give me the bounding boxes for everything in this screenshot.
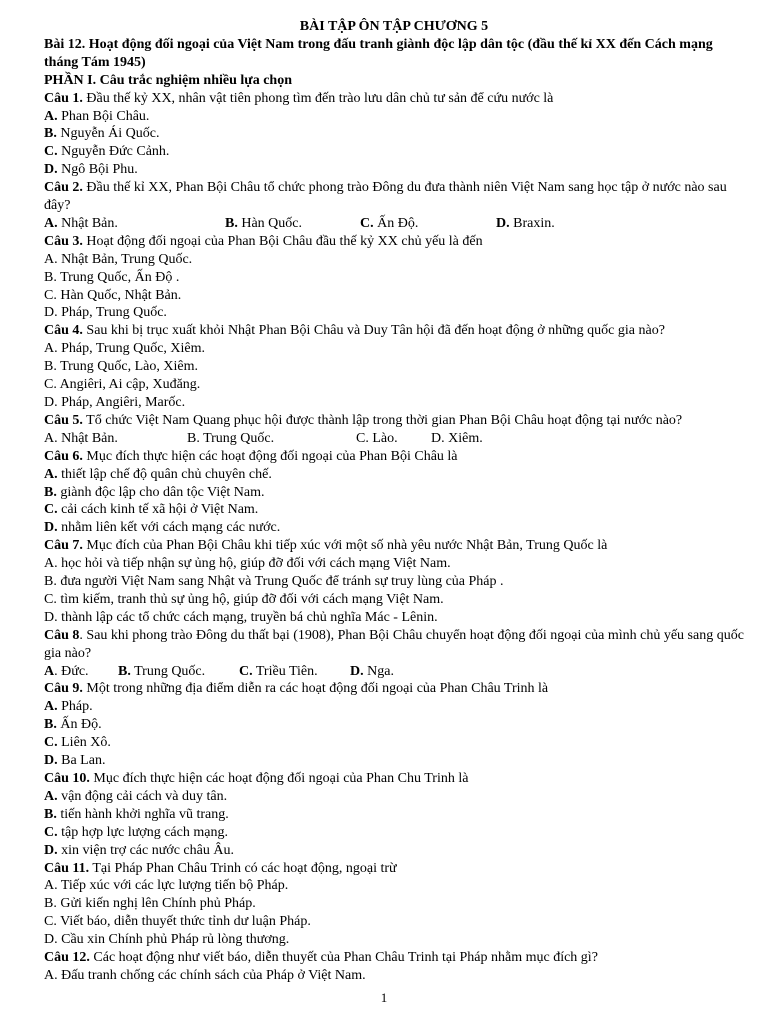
question-text: Đầu thế kỉ XX, Phan Bội Châu tổ chức phong trào Đông du đưa thành niên Việt Nam sang học tập ở nước nào sau đây? <box>44 180 727 214</box>
options-row <box>44 430 744 448</box>
option-c: C. Hàn Quốc, Nhật Bản. <box>44 287 182 303</box>
option-c <box>44 143 744 161</box>
option-d: D. thành lập các tổ chức cách mạng, truyền bá chủ nghĩa Mác - Lênin. <box>44 609 438 625</box>
question-number: Câu 9. <box>44 681 83 697</box>
option-text: Ngô Bội Phu. <box>61 162 138 178</box>
option-b: B. Trung Quốc. <box>187 430 275 446</box>
question-text: Một trong những địa điểm diễn ra các hoạt động đối ngoại của Phan Châu Trinh là <box>82 681 549 697</box>
question-3 <box>44 233 744 251</box>
question-text: Các hoạt động như viết báo, diễn thuyết của Phan Châu Trinh tại Pháp nhằm mục đích gì? <box>89 950 598 966</box>
option-a: A. thiết lập chế độ quân chủ chuyên chế. <box>44 466 272 482</box>
option-a: A. Nhật Bản, Trung Quốc. <box>44 251 193 267</box>
question-1 <box>44 90 744 108</box>
option-b: B. Hàn Quốc. <box>225 215 302 231</box>
option-text: Nguyễn Đức Cảnh. <box>61 144 170 160</box>
option-d <box>44 161 744 179</box>
question-9 <box>44 680 744 698</box>
option-c: C. Triều Tiên. <box>239 663 318 679</box>
option-a: A. vận động cải cách và duy tân. <box>44 788 228 804</box>
question-number: Câu 4. <box>44 323 83 339</box>
question-text: Tại Pháp Phan Châu Trinh có các hoạt động, ngoại trừ <box>89 860 397 876</box>
option-b: B. giành độc lập cho dân tộc Việt Nam. <box>44 484 265 500</box>
option-d: D. xin viện trợ các nước châu Âu. <box>44 842 234 858</box>
page-title: BÀI TẬP ÔN TẬP CHƯƠNG 5 <box>299 19 489 34</box>
question-text: Tổ chức Việt Nam Quang phục hội được thành lập trong thời gian Phan Bội Châu hoạt động tại nước nào? <box>82 412 683 428</box>
options-row <box>44 215 744 233</box>
option-c: C. Angiêri, Ai cập, Xuđăng. <box>44 377 201 393</box>
option-c: C. Ấn Độ. <box>360 215 419 231</box>
option-c: C. tìm kiếm, tranh thủ sự ủng hộ, giúp đỡ đối với cách mạng Việt Nam. <box>44 591 444 607</box>
option-a: A. Nhật Bản. <box>44 430 118 446</box>
part-heading: PHẦN I. Câu trắc nghiệm nhiều lựa chọn <box>44 72 292 88</box>
question-number: Câu 3. <box>44 233 83 249</box>
option-d: D. Xiêm. <box>431 430 483 446</box>
option-d: D. Pháp, Trung Quốc. <box>44 305 167 321</box>
question-7 <box>44 537 744 555</box>
option-d: D. nhằm liên kết với cách mạng các nước. <box>44 520 281 536</box>
option-b <box>44 125 744 143</box>
question-number: Câu 2. <box>44 180 83 196</box>
question-number: Câu 1. <box>44 90 83 106</box>
question-number: Câu 8 <box>44 627 80 643</box>
option-text: Phan Bội Châu. <box>61 108 150 124</box>
question-5 <box>44 412 744 430</box>
option-c: C. Viết báo, diễn thuyết thức tỉnh dư luận Pháp. <box>44 914 311 930</box>
lesson-heading: Bài 12. Hoạt động đối ngoại của Việt Nam trong đấu tranh giành độc lập dân tộc (đầu thế kỉ XX đến Cách mạng tháng Tám 1945) <box>44 36 713 70</box>
option-a: A. Đấu tranh chống các chính sách của Pháp ở Việt Nam. <box>44 967 366 983</box>
question-10 <box>44 770 744 788</box>
option-label: B. <box>44 126 57 142</box>
option-label: D. <box>44 162 58 178</box>
question-12 <box>44 949 744 967</box>
option-c: C. Lào. <box>356 430 398 446</box>
question-text: Sau khi bị trục xuất khỏi Nhật Phan Bội Châu và Duy Tân hội đã đến hoạt động ở những quốc gia nào? <box>82 323 665 339</box>
question-number: Câu 7. <box>44 538 83 554</box>
option-a: A. học hỏi và tiếp nhận sự ủng hộ, giúp đỡ đối với cách mạng Việt Nam. <box>44 556 451 572</box>
question-text: Mục đích của Phan Bội Châu khi tiếp xúc với một số nhà yêu nước Nhật Bản, Trung Quốc là <box>82 538 608 554</box>
document-page <box>44 18 744 985</box>
option-a: A. Pháp. <box>44 699 93 715</box>
option-d: D. Braxin. <box>496 215 555 231</box>
option-a: A. Đức. <box>44 663 89 679</box>
question-text: Mục đích thực hiện các hoạt động đối ngoại của Phan Chu Trinh là <box>89 771 469 787</box>
options-row <box>44 663 744 681</box>
option-b: B. Trung Quốc. <box>118 663 206 679</box>
question-text: . Sau khi phong trào Đông du thất bại (1908), Phan Bội Châu chuyển hoạt động đối ngoại của mình chủ yếu sang quốc gia nào? <box>44 627 744 661</box>
question-text: Đầu thế kỷ XX, nhân vật tiên phong tìm đến trào lưu dân chủ tư sản để cứu nước là <box>82 90 554 106</box>
question-4 <box>44 322 744 340</box>
option-d: D. Pháp, Angiêri, Marốc. <box>44 395 186 411</box>
option-b: B. Ấn Độ. <box>44 717 102 733</box>
option-a: A. Nhật Bản. <box>44 215 118 231</box>
option-d: D. Ba Lan. <box>44 753 106 769</box>
question-text: Hoạt động đối ngoại của Phan Bội Châu đầu thế kỷ XX chủ yếu là đến <box>82 233 483 249</box>
option-a <box>44 108 744 126</box>
option-c: C. Liên Xô. <box>44 735 111 751</box>
question-8 <box>44 627 744 663</box>
question-number: Câu 12. <box>44 950 90 966</box>
question-number: Câu 5. <box>44 412 83 428</box>
option-a: A. Pháp, Trung Quốc, Xiêm. <box>44 341 206 357</box>
option-b: B. đưa người Việt Nam sang Nhật và Trung Quốc để tránh sự truy lùng của Pháp . <box>44 574 504 590</box>
page-number: 1 <box>380 990 388 1005</box>
question-number: Câu 10. <box>44 771 90 787</box>
question-number: Câu 11. <box>44 860 90 876</box>
option-text: Nguyễn Ái Quốc. <box>60 126 160 142</box>
option-c: C. cải cách kinh tế xã hội ở Việt Nam. <box>44 502 259 518</box>
question-6 <box>44 448 744 466</box>
option-d: D. Cầu xin Chính phủ Pháp rủ lòng thương. <box>44 932 290 948</box>
question-11 <box>44 860 744 878</box>
option-a: A. Tiếp xúc với các lực lượng tiến bộ Pháp. <box>44 878 289 894</box>
option-c: C. tập hợp lực lượng cách mạng. <box>44 824 228 840</box>
question-2 <box>44 179 744 215</box>
option-label: A. <box>44 108 58 124</box>
option-b: B. Gửi kiến nghị lên Chính phủ Pháp. <box>44 896 256 912</box>
option-b: B. tiến hành khởi nghĩa vũ trang. <box>44 806 229 822</box>
option-b: B. Trung Quốc, Ấn Độ . <box>44 269 180 285</box>
option-label: C. <box>44 144 58 160</box>
option-b: B. Trung Quốc, Lào, Xiêm. <box>44 359 198 375</box>
question-number: Câu 6. <box>44 448 83 464</box>
question-text: Mục đích thực hiện các hoạt động đối ngoại của Phan Bội Châu là <box>82 448 458 464</box>
option-d: D. Nga. <box>350 663 394 679</box>
